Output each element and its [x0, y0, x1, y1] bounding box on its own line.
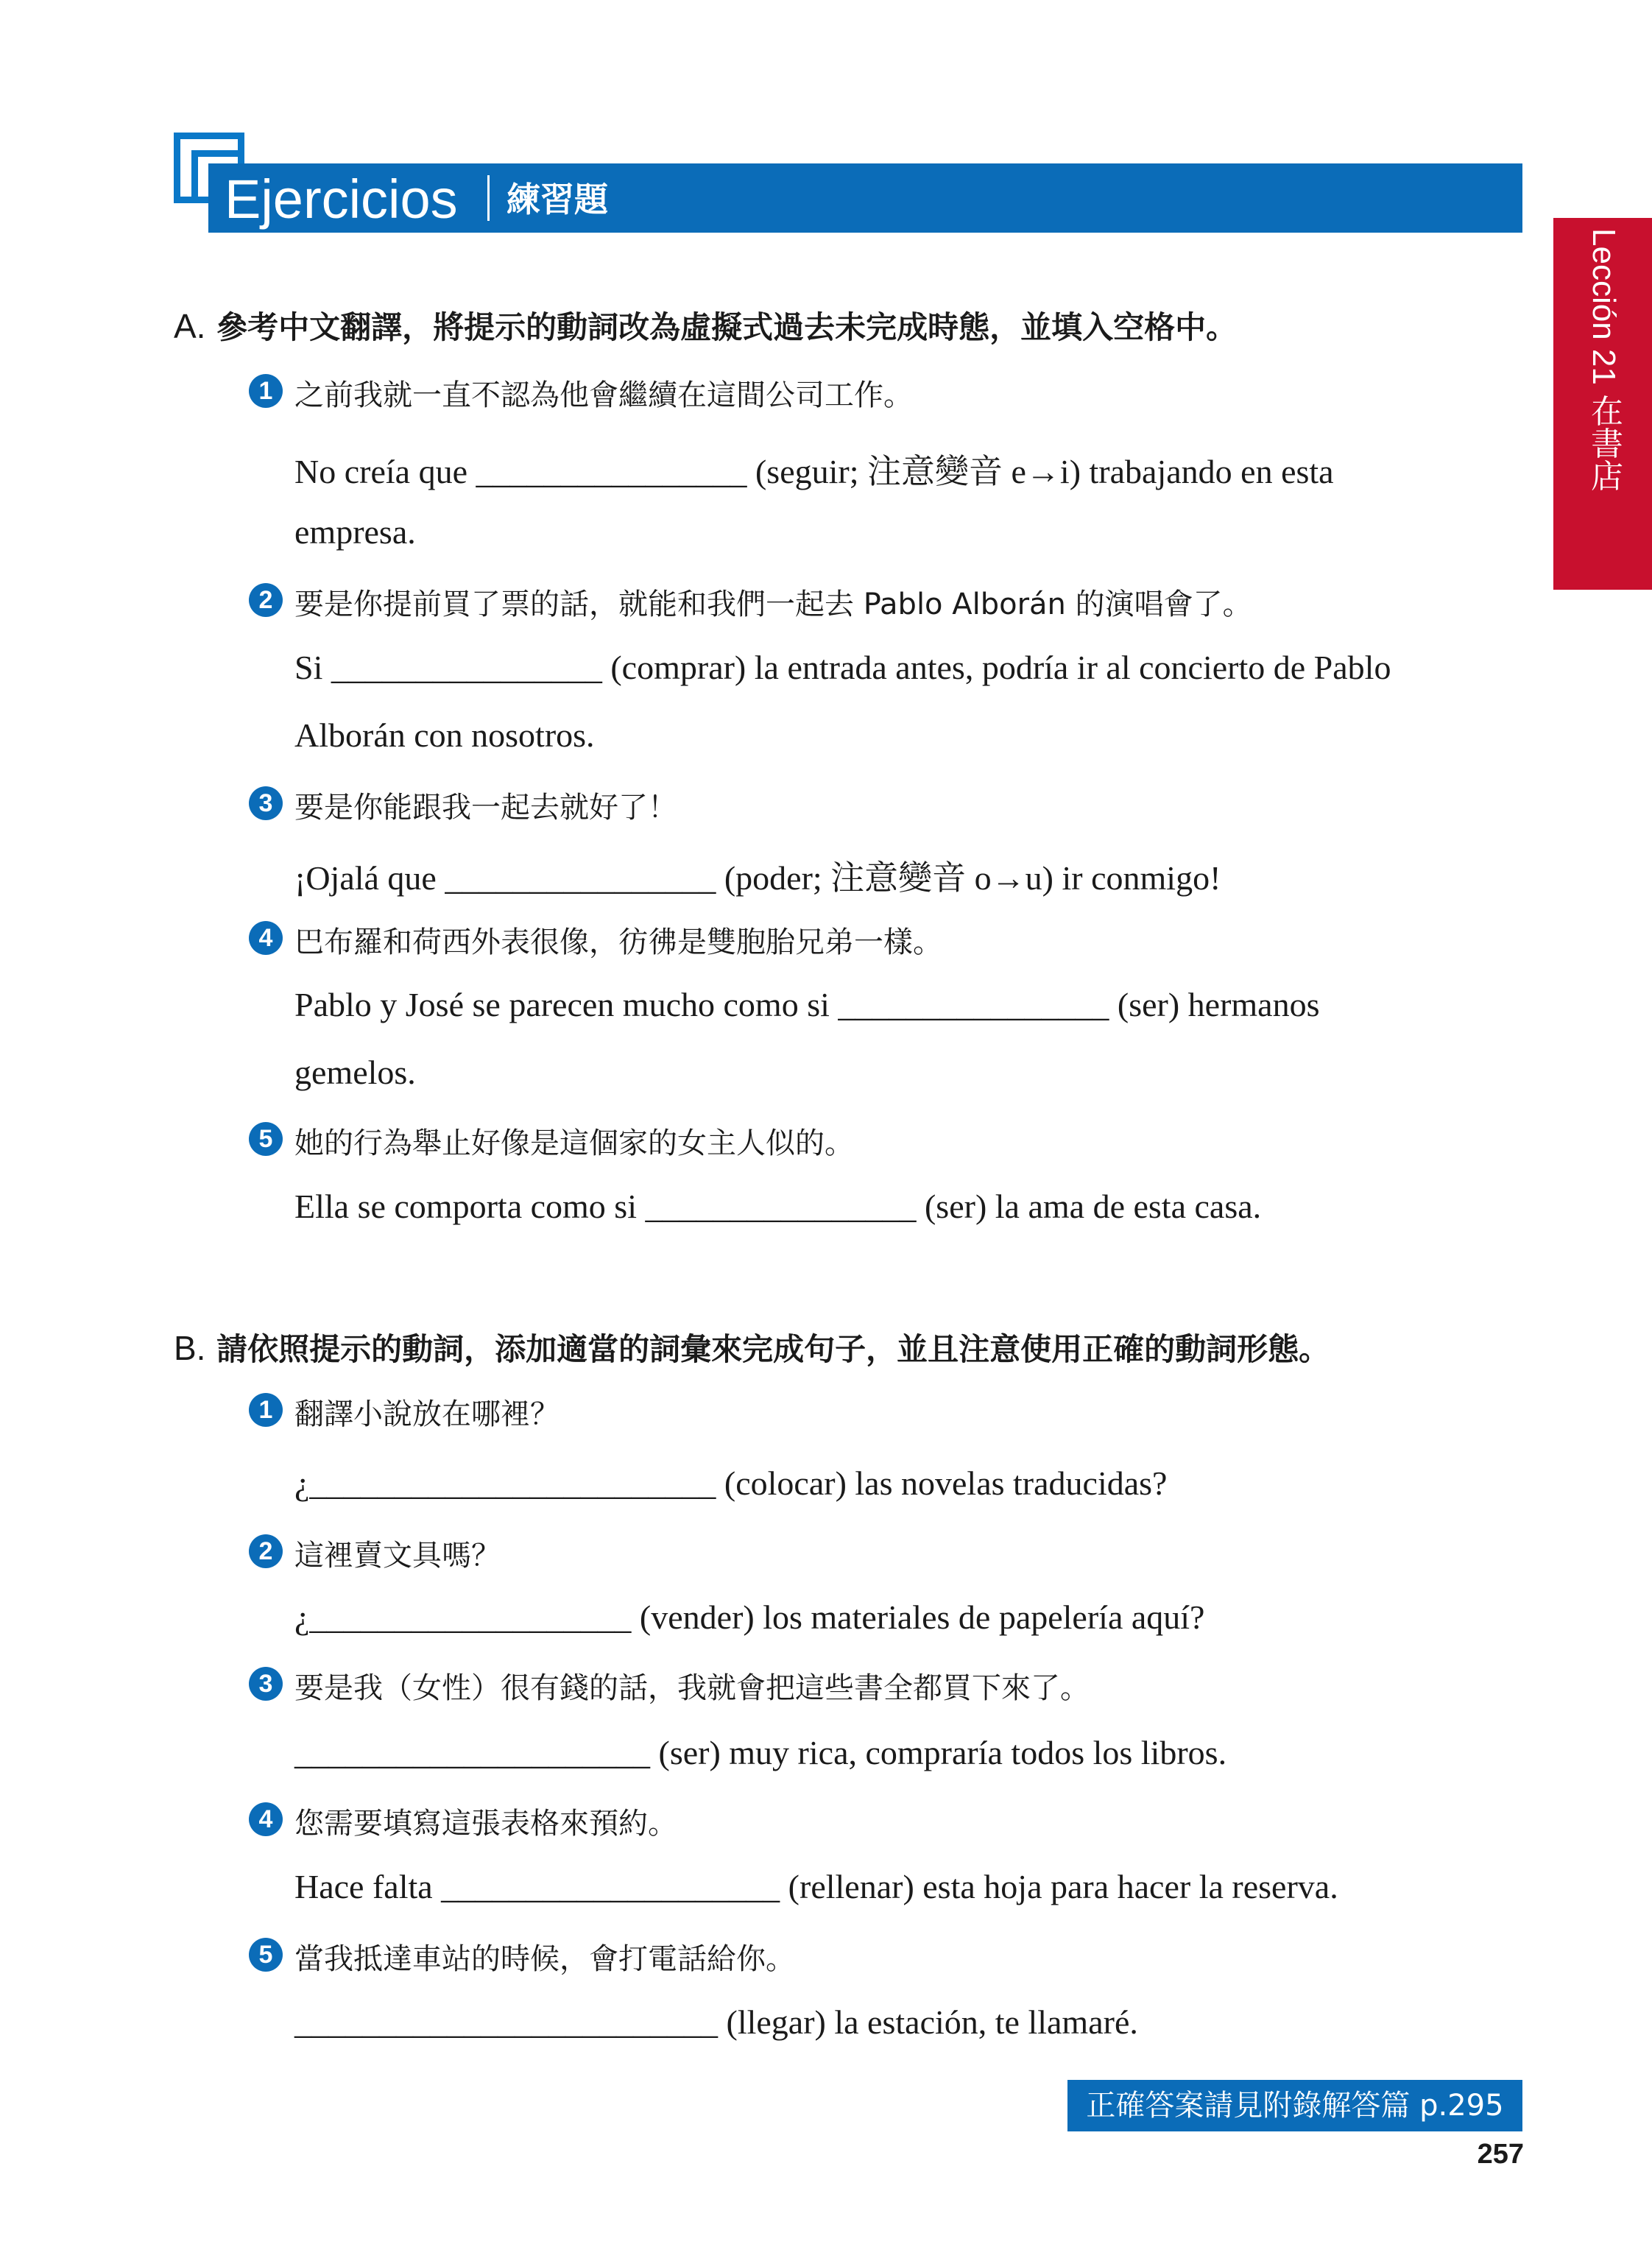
item-number-badge: 1: [249, 1393, 283, 1427]
section-b-instruction: 請依照提示的動詞，添加適當的詞彙來完成句子，並且注意使用正確的動詞形態。: [216, 1331, 1330, 1367]
item-chinese-prompt: 這裡賣文具嗎？: [294, 1539, 501, 1573]
item-number-badge: 4: [249, 1802, 283, 1836]
item-number-badge: 3: [249, 786, 283, 820]
page-number: 257: [1477, 2139, 1524, 2170]
item-spanish-sentence: ¿___________________ (vender) los materiales de papelería aquí?: [294, 1598, 1205, 1636]
section-a-letter: A.: [174, 307, 206, 345]
item-number-badge: 5: [249, 1122, 283, 1156]
item-number-badge: 4: [249, 921, 283, 955]
item-number-badge: 3: [249, 1667, 283, 1701]
lesson-tab-label: Lección 21 在書店: [1586, 228, 1622, 492]
item-spanish-sentence: ¿________________________ (colocar) las novelas traducidas?: [294, 1464, 1168, 1502]
item-spanish-sentence: _________________________ (llegar) la estación, te llamaré.: [294, 2003, 1138, 2041]
item-chinese-prompt: 您需要填寫這張表格來預約。: [294, 1807, 677, 1841]
section-b-letter: B.: [174, 1329, 206, 1367]
item-spanish-sentence: No creía que ________________ (seguir; 注意變音 e→i) trabajando en esta: [294, 453, 1334, 490]
section-a-heading: [174, 303, 1237, 348]
item-spanish-sentence: Hace falta ____________________ (rellenar) esta hoja para hacer la reserva.: [294, 1868, 1338, 1905]
item-number-badge: 5: [249, 1938, 283, 1972]
section-b-heading: [174, 1325, 1330, 1369]
item-chinese-prompt: 要是你提前買了票的話，就能和我們一起去 Pablo Alborán 的演唱會了。: [294, 588, 1252, 621]
answer-reference: 正確答案請見附錄解答篇 p.295: [1067, 2080, 1522, 2131]
item-chinese-prompt: 要是我（女性）很有錢的話，我就會把這些書全都買下來了。: [294, 1671, 1090, 1705]
page-subtitle: 練習題: [506, 180, 608, 219]
item-chinese-prompt: 之前我就一直不認為他會繼續在這間公司工作。: [294, 378, 913, 412]
item-chinese-prompt: 要是你能跟我一起去就好了！: [294, 791, 677, 825]
item-spanish-sentence-cont: gemelos.: [294, 1054, 416, 1091]
section-a-instruction: 參考中文翻譯，將提示的動詞改為虛擬式過去未完成時態，並填入空格中。: [216, 309, 1238, 345]
item-chinese-prompt: 她的行為舉止好像是這個家的女主人似的。: [294, 1126, 854, 1160]
item-spanish-sentence: ¡Ojalá que ________________ (poder; 注意變音 o→u) ir conmigo!: [294, 859, 1221, 897]
item-chinese-prompt: 翻譯小說放在哪裡？: [294, 1397, 560, 1431]
page-title: Ejercicios: [225, 169, 458, 230]
header-divider: [487, 175, 490, 221]
item-spanish-sentence: Pablo y José se parecen mucho como si ________________ (ser) hermanos: [294, 986, 1320, 1023]
item-spanish-sentence: Si ________________ (comprar) la entrada antes, podría ir al concierto de Pablo: [294, 649, 1391, 686]
item-chinese-prompt: 巴布羅和荷西外表很像，彷彿是雙胞胎兄弟一樣。: [294, 925, 942, 959]
item-spanish-sentence: _____________________ (ser) muy rica, compraría todos los libros.: [294, 1734, 1227, 1771]
item-spanish-sentence-cont: empresa.: [294, 513, 416, 551]
item-number-badge: 1: [249, 374, 283, 408]
item-spanish-sentence: Ella se comporta como si ________________ (ser) la ama de esta casa.: [294, 1188, 1262, 1225]
item-number-badge: 2: [249, 1534, 283, 1568]
item-spanish-sentence-cont: Alborán con nosotros.: [294, 716, 595, 754]
item-chinese-prompt: 當我抵達車站的時候，會打電話給你。: [294, 1942, 795, 1976]
item-number-badge: 2: [249, 583, 283, 617]
